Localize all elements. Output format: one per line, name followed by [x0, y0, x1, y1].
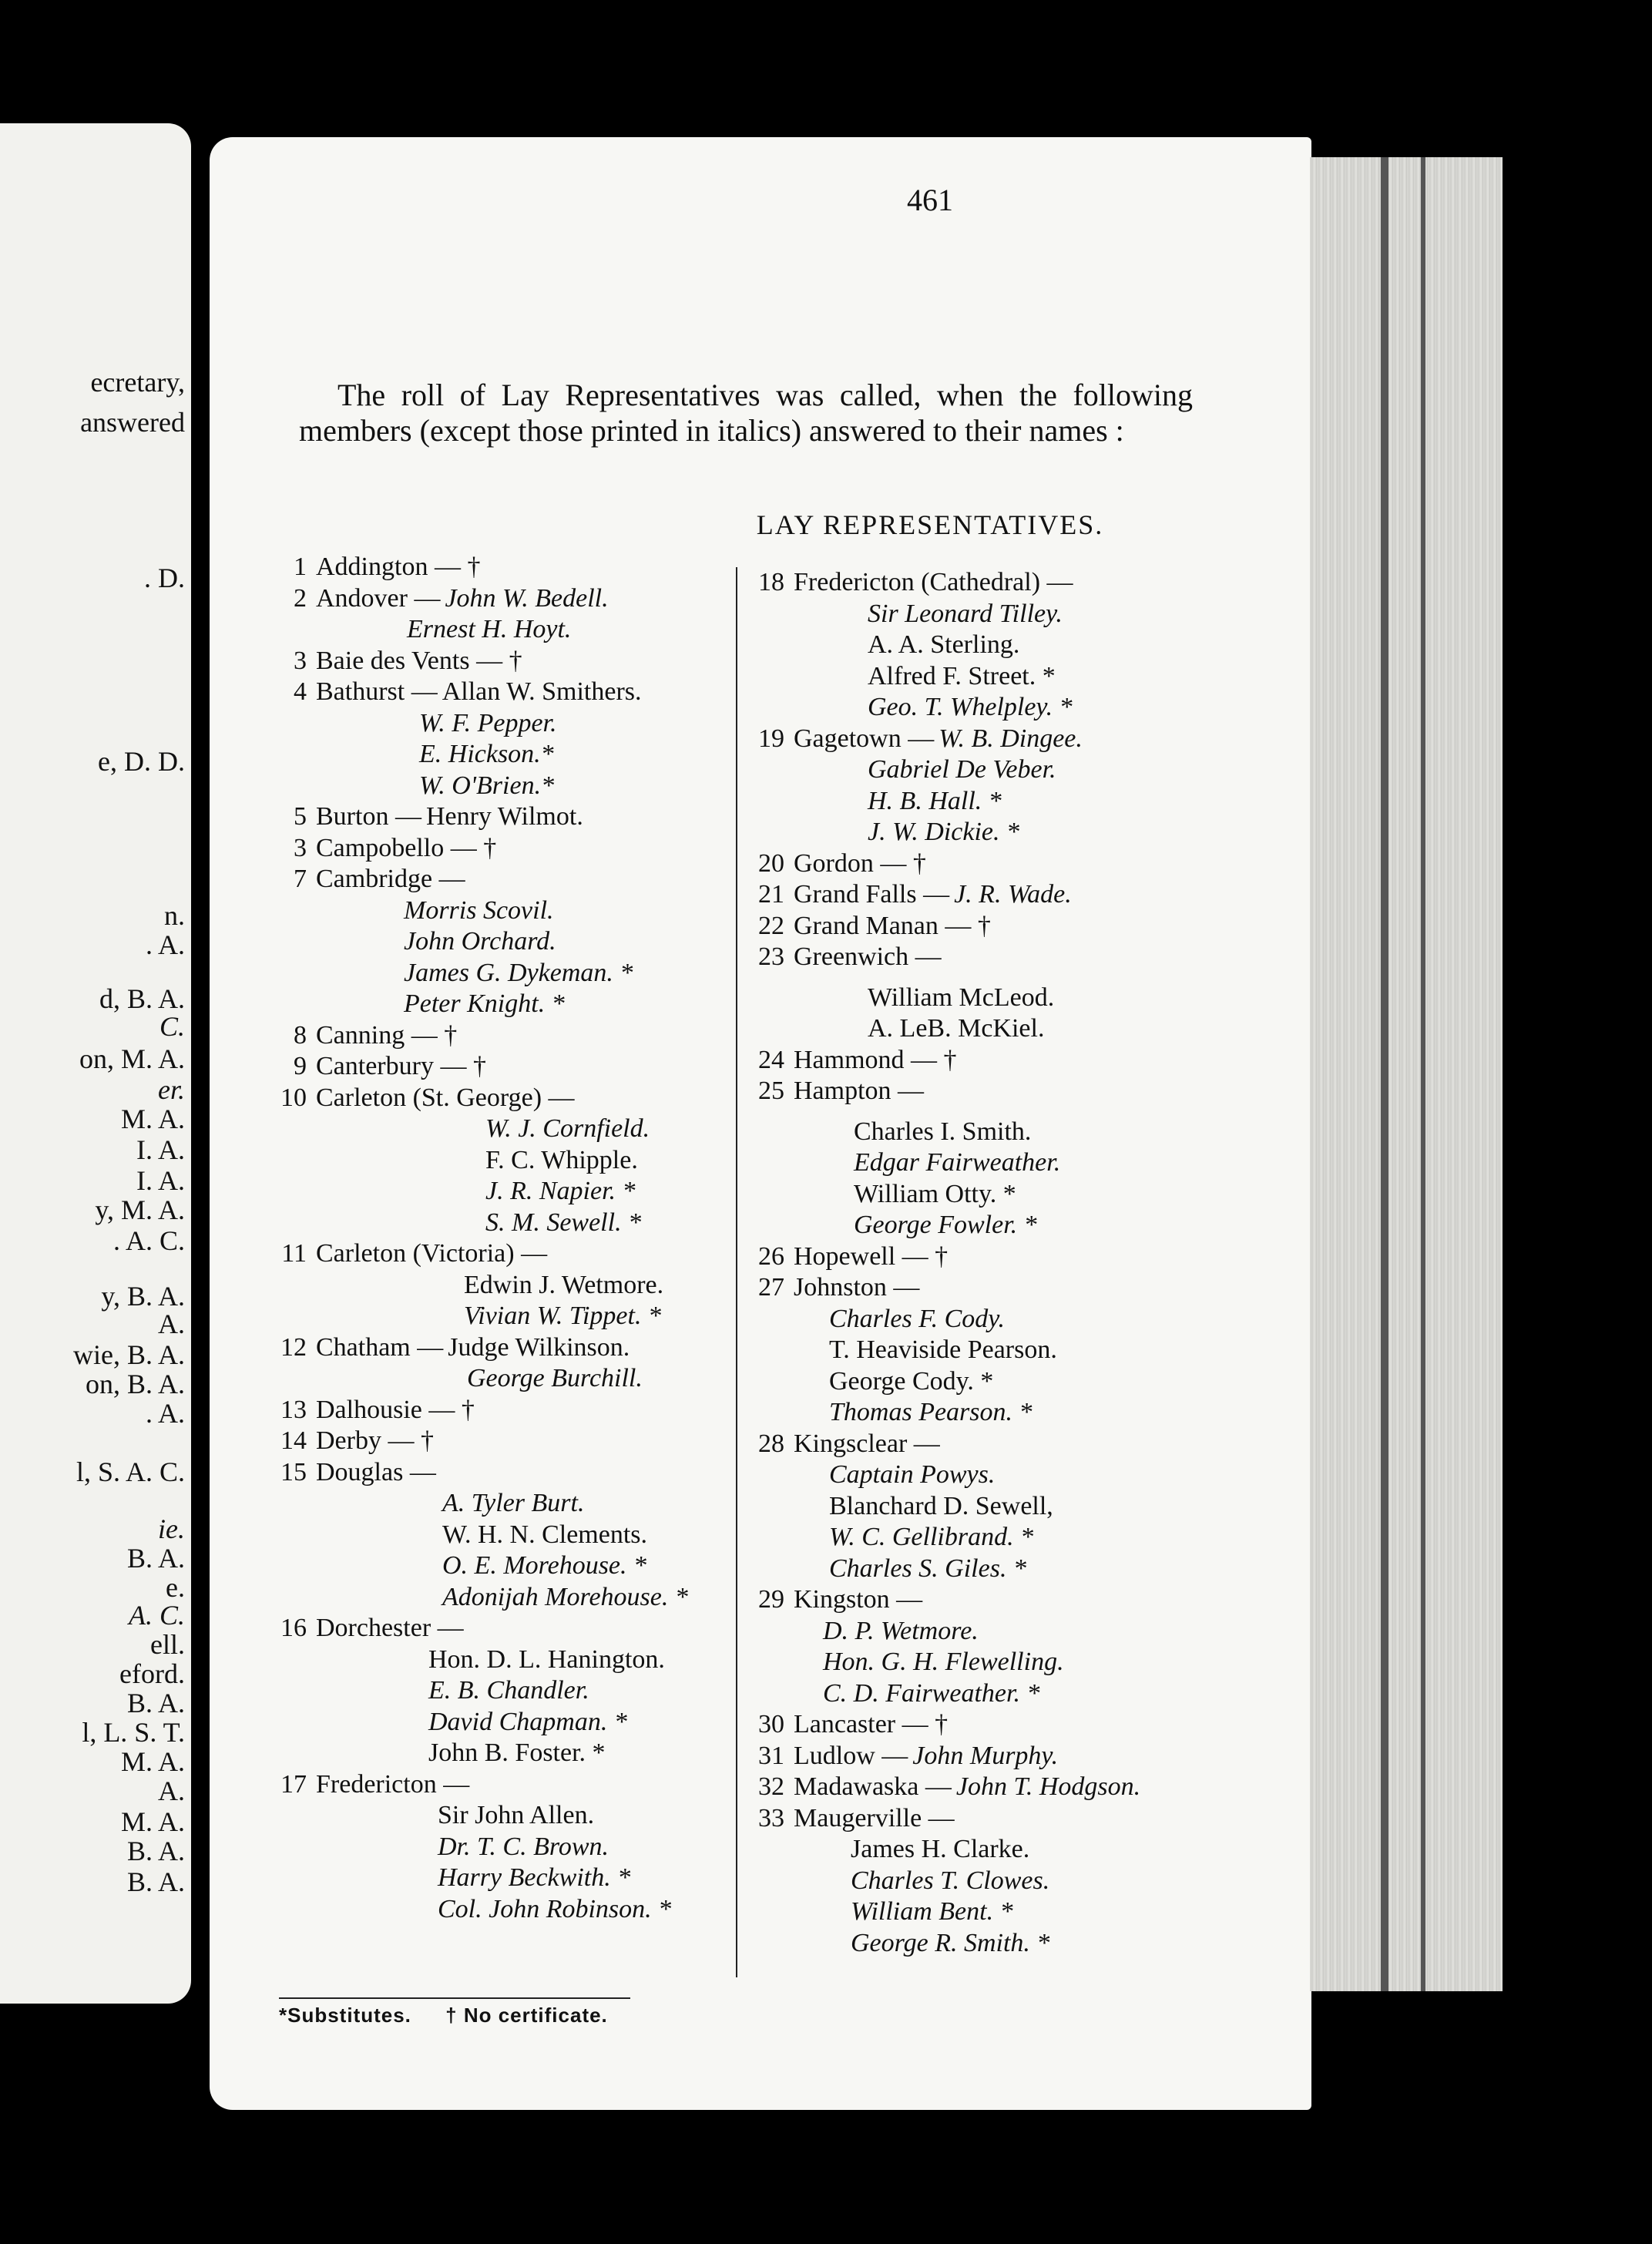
entry-number: 10	[280, 1083, 307, 1112]
parish-entry	[738, 567, 1216, 724]
facing-page-text: C.	[159, 1011, 185, 1042]
entry-number: 9	[294, 1052, 307, 1080]
parish-entry	[738, 1045, 1216, 1077]
parish-name: Gagetown —	[794, 724, 935, 753]
entry-number: 29	[758, 1585, 784, 1614]
facing-page-text: I. A.	[136, 1134, 185, 1165]
entry-number: 24	[758, 1045, 784, 1074]
facing-page-text: I. A.	[136, 1165, 185, 1196]
member-name: Col. John Robinson. *	[438, 1894, 672, 1923]
parish-name: Dalhousie — †	[316, 1395, 475, 1424]
parish-name: Derby — †	[316, 1426, 434, 1455]
facing-page-text: ie.	[158, 1513, 185, 1544]
parish-entry	[738, 1803, 1216, 1960]
page-edges	[1310, 157, 1503, 1991]
facing-page-text: A.	[158, 1308, 185, 1339]
entry-number: 20	[758, 848, 784, 878]
parish-name: Lancaster — †	[794, 1710, 949, 1738]
member-name: W. J. Cornfield.	[485, 1114, 650, 1143]
facing-page-text: on, M. A.	[79, 1043, 185, 1074]
column-right	[738, 567, 1216, 1959]
entry-number: 14	[280, 1426, 307, 1455]
facing-page-text: . A.	[145, 929, 185, 960]
member-name: Gabriel De Veber.	[868, 755, 1056, 784]
facing-page-text: e, D. D.	[98, 746, 185, 777]
member-name: Geo. T. Whelpley. *	[868, 693, 1073, 721]
member-name: Charles T. Clowes.	[851, 1866, 1050, 1895]
member-name: John Murphy.	[912, 1741, 1059, 1770]
facing-page-text: B. A.	[126, 1688, 185, 1718]
member-name: Charles F. Cody.	[829, 1304, 1005, 1333]
parish-name: Greenwich —	[794, 942, 942, 971]
parish-entry	[260, 1051, 754, 1083]
member-name: Judge Wilkinson.	[448, 1332, 630, 1362]
entry-number: 3	[294, 833, 307, 862]
member-name: H. B. Hall. *	[868, 786, 1002, 815]
member-name: A. A. Sterling.	[868, 630, 1020, 659]
parish-entry	[260, 677, 754, 801]
facing-page-text: er.	[158, 1074, 185, 1105]
member-name: John Orchard.	[404, 927, 556, 956]
member-name: Allan W. Smithers.	[442, 677, 642, 706]
parish-entry	[738, 1076, 1216, 1241]
parish-entry	[260, 646, 754, 677]
facing-page-text: n.	[164, 900, 185, 931]
parish-name: Canning — †	[316, 1020, 458, 1050]
member-name: Peter Knight. *	[404, 989, 565, 1018]
member-name: George Cody. *	[829, 1366, 994, 1396]
column-divider	[736, 567, 737, 1977]
parish-name: Ludlow —	[794, 1741, 908, 1770]
member-name: George Burchill.	[467, 1364, 643, 1392]
entry-number: 3	[294, 646, 307, 675]
parish-name: Chatham —	[316, 1332, 444, 1362]
member-name	[738, 1107, 1216, 1117]
parish-entry	[260, 552, 754, 583]
entry-number: 11	[281, 1239, 307, 1268]
member-name: Sir Leonard Tilley.	[868, 599, 1063, 628]
member-name: David Chapman. *	[428, 1707, 627, 1736]
section-heading: LAY REPRESENTATIVES.	[756, 509, 1104, 540]
member-name: E. Hickson.*	[419, 740, 554, 768]
parish-name: Carleton (Victoria) —	[316, 1239, 548, 1268]
parish-name: Addington — †	[316, 553, 481, 581]
parish-name: Hammond — †	[794, 1045, 957, 1074]
member-name: Vivian W. Tippet. *	[464, 1302, 661, 1330]
parish-name: Campobello — †	[316, 833, 497, 862]
parish-entry	[738, 942, 1216, 1045]
facing-page-text: B. A.	[126, 1836, 185, 1866]
facing-page-text: d, B. A.	[99, 983, 185, 1014]
member-name: William McLeod.	[868, 983, 1055, 1012]
facing-page-text: l, L. S. T.	[82, 1717, 185, 1748]
entry-number: 25	[758, 1077, 784, 1105]
parish-entry	[738, 1241, 1216, 1273]
entry-number: 18	[758, 568, 784, 596]
parish-entry	[738, 911, 1216, 942]
parish-entry	[738, 879, 1216, 911]
facing-page-fragment	[0, 123, 191, 2004]
facing-page-text: wie, B. A.	[72, 1339, 185, 1370]
member-name: John B. Foster. *	[428, 1738, 606, 1767]
entry-number: 15	[280, 1457, 307, 1486]
entry-number: 26	[758, 1241, 784, 1271]
facing-page-text: . A. C.	[112, 1225, 185, 1256]
facing-page-text: y, M. A.	[95, 1194, 185, 1225]
parish-entry	[738, 1741, 1216, 1772]
entry-number: 1	[294, 553, 307, 581]
parish-name: Grand Manan — †	[794, 911, 991, 940]
entry-number: 8	[294, 1020, 307, 1050]
member-name	[738, 973, 1216, 983]
member-name: Henry Wilmot.	[425, 802, 583, 831]
entry-number: 2	[294, 583, 307, 613]
member-name: A. Tyler Burt.	[442, 1489, 585, 1517]
member-name: Alfred F. Street. *	[868, 661, 1056, 690]
parish-name: Cambridge —	[316, 865, 465, 893]
parish-entry	[260, 1395, 754, 1426]
parish-entry	[260, 1457, 754, 1614]
parish-entry	[738, 724, 1216, 848]
parish-name: Douglas —	[316, 1457, 436, 1486]
parish-name: Kingsclear —	[794, 1429, 940, 1458]
entry-number: 28	[758, 1429, 784, 1458]
parish-entry	[260, 801, 754, 833]
member-name: Thomas Pearson. *	[829, 1398, 1032, 1426]
member-name: O. E. Morehouse. *	[442, 1551, 647, 1580]
footnote	[279, 2004, 636, 2027]
member-name: W. O'Brien.*	[419, 771, 555, 800]
entry-number: 32	[758, 1772, 784, 1801]
parish-entry	[260, 1238, 754, 1332]
member-name: William Bent. *	[851, 1897, 1013, 1926]
member-name: C. D. Fairweather. *	[823, 1678, 1040, 1708]
member-name: T. Heaviside Pearson.	[829, 1335, 1057, 1364]
facing-page-text: . A.	[145, 1398, 185, 1429]
footnote-no-certificate: † No certificate.	[445, 2004, 608, 2027]
entry-number: 4	[294, 677, 307, 706]
facing-page-text: ell.	[150, 1629, 185, 1660]
parish-entry	[260, 583, 754, 646]
facing-page-text: y, B. A.	[101, 1281, 185, 1312]
entry-number: 27	[758, 1273, 784, 1302]
member-name: Blanchard D. Sewell,	[829, 1491, 1053, 1520]
facing-page-text: M. A.	[120, 1746, 185, 1777]
entry-number: 5	[294, 802, 307, 831]
member-name: Charles I. Smith.	[854, 1117, 1032, 1146]
entry-number: 19	[758, 724, 784, 753]
member-name: Captain Powys.	[829, 1460, 996, 1489]
parish-entry	[260, 1083, 754, 1239]
entry-number: 17	[280, 1769, 307, 1799]
parish-name: Canterbury — †	[316, 1052, 486, 1080]
parish-name: Madawaska —	[794, 1772, 952, 1801]
facing-page-text: . D.	[144, 563, 185, 593]
parish-entry	[260, 1332, 754, 1395]
parish-entry	[738, 848, 1216, 880]
member-name: John W. Bedell.	[445, 583, 609, 613]
facing-page-text: eford.	[119, 1658, 185, 1689]
member-name: Edwin J. Wetmore.	[464, 1270, 664, 1299]
member-name: A. LeB. McKiel.	[868, 1014, 1045, 1043]
member-name: Edgar Fairweather.	[854, 1148, 1061, 1177]
parish-name: Baie des Vents — †	[316, 646, 522, 675]
member-name: Hon. G. H. Flewelling.	[823, 1648, 1064, 1676]
member-name: Adonijah Morehouse. *	[442, 1582, 688, 1611]
parish-name: Burton —	[316, 802, 421, 831]
member-name: Morris Scovil.	[404, 895, 554, 925]
parish-entry	[738, 1709, 1216, 1741]
parish-name: Carleton (St. George) —	[316, 1083, 575, 1112]
facing-page-text: B. A.	[126, 1543, 185, 1574]
parish-entry	[738, 1272, 1216, 1429]
facing-page-text: M. A.	[120, 1806, 185, 1837]
parish-name: Grand Falls —	[794, 880, 950, 909]
member-name: F. C. Whipple.	[485, 1145, 638, 1174]
parish-name: Maugerville —	[794, 1803, 955, 1832]
footnote-rule	[279, 1997, 630, 1999]
member-name: Harry Beckwith. *	[438, 1863, 631, 1892]
member-name: D. P. Wetmore.	[823, 1616, 979, 1645]
facing-page-text: A. C.	[128, 1600, 185, 1631]
member-name: George R. Smith. *	[851, 1928, 1050, 1957]
facing-page-text: ecretary,	[90, 367, 185, 398]
facing-page-text: answered	[80, 407, 185, 438]
parish-entry	[260, 1769, 754, 1926]
member-name: George Fowler. *	[854, 1211, 1037, 1239]
parish-name: Hampton —	[794, 1077, 925, 1105]
entry-number: 13	[280, 1395, 307, 1424]
member-name: W. C. Gellibrand. *	[829, 1523, 1034, 1551]
entry-number: 31	[758, 1741, 784, 1770]
entry-number: 30	[758, 1710, 784, 1738]
parish-name: Fredericton —	[316, 1769, 470, 1799]
member-name: S. M. Sewell. *	[485, 1208, 642, 1237]
parish-entry	[738, 1584, 1216, 1709]
parish-name: Kingston —	[794, 1585, 923, 1614]
intro-paragraph: The roll of Lay Representatives was called, when the following members (except those printed in italics) answered to their names :	[299, 378, 1193, 448]
parish-entry	[260, 864, 754, 1020]
column-left	[260, 552, 754, 1925]
facing-page-text: e.	[166, 1572, 185, 1603]
facing-page-text: on, B. A.	[85, 1369, 185, 1399]
parish-entry	[260, 833, 754, 865]
parish-entry	[260, 1426, 754, 1457]
entry-number: 16	[280, 1614, 307, 1642]
entry-number: 12	[280, 1332, 307, 1362]
parish-entry	[260, 1020, 754, 1052]
entry-number: 21	[758, 880, 784, 909]
facing-page-text: l, S. A. C.	[76, 1456, 185, 1487]
member-name: Ernest H. Hoyt.	[407, 615, 572, 643]
member-name: W. H. N. Clements.	[442, 1520, 648, 1549]
parish-name: Gordon — †	[794, 848, 926, 878]
parish-name: Dorchester —	[316, 1614, 464, 1642]
member-name: John T. Hodgson.	[955, 1772, 1141, 1801]
facing-page-text: M. A.	[120, 1104, 185, 1134]
member-name: W. B. Dingee.	[938, 724, 1083, 753]
member-name: J. R. Wade.	[954, 880, 1072, 909]
member-name: W. F. Pepper.	[419, 708, 557, 737]
member-name: E. B. Chandler.	[428, 1676, 589, 1705]
member-name: Dr. T. C. Brown.	[438, 1832, 609, 1861]
parish-name: Hopewell — †	[794, 1241, 949, 1271]
facing-page-text: B. A.	[126, 1866, 185, 1897]
parish-name: Bathurst —	[316, 677, 438, 706]
member-name: Hon. D. L. Hanington.	[428, 1644, 665, 1674]
entry-number: 7	[294, 865, 307, 893]
page-number: 461	[907, 183, 953, 217]
footnote-substitutes: *Substitutes.	[279, 2004, 411, 2027]
parish-name: Fredericton (Cathedral) —	[794, 568, 1073, 596]
parish-name: Andover —	[316, 583, 441, 613]
member-name: James G. Dykeman. *	[404, 958, 633, 987]
parish-entry	[738, 1429, 1216, 1585]
parish-entry	[738, 1772, 1216, 1803]
member-name: J. R. Napier. *	[485, 1177, 636, 1205]
parish-entry	[260, 1613, 754, 1769]
entry-number: 33	[758, 1803, 784, 1832]
entry-number: 23	[758, 942, 784, 971]
entry-number: 22	[758, 911, 784, 940]
member-name: Charles S. Giles. *	[829, 1554, 1026, 1583]
member-name: James H. Clarke.	[851, 1835, 1030, 1863]
member-name: J. W. Dickie. *	[868, 818, 1020, 846]
member-name: Sir John Allen.	[438, 1801, 595, 1829]
member-name: William Otty. *	[854, 1179, 1016, 1208]
parish-name: Johnston —	[794, 1273, 920, 1302]
facing-page-text: A.	[158, 1775, 185, 1806]
